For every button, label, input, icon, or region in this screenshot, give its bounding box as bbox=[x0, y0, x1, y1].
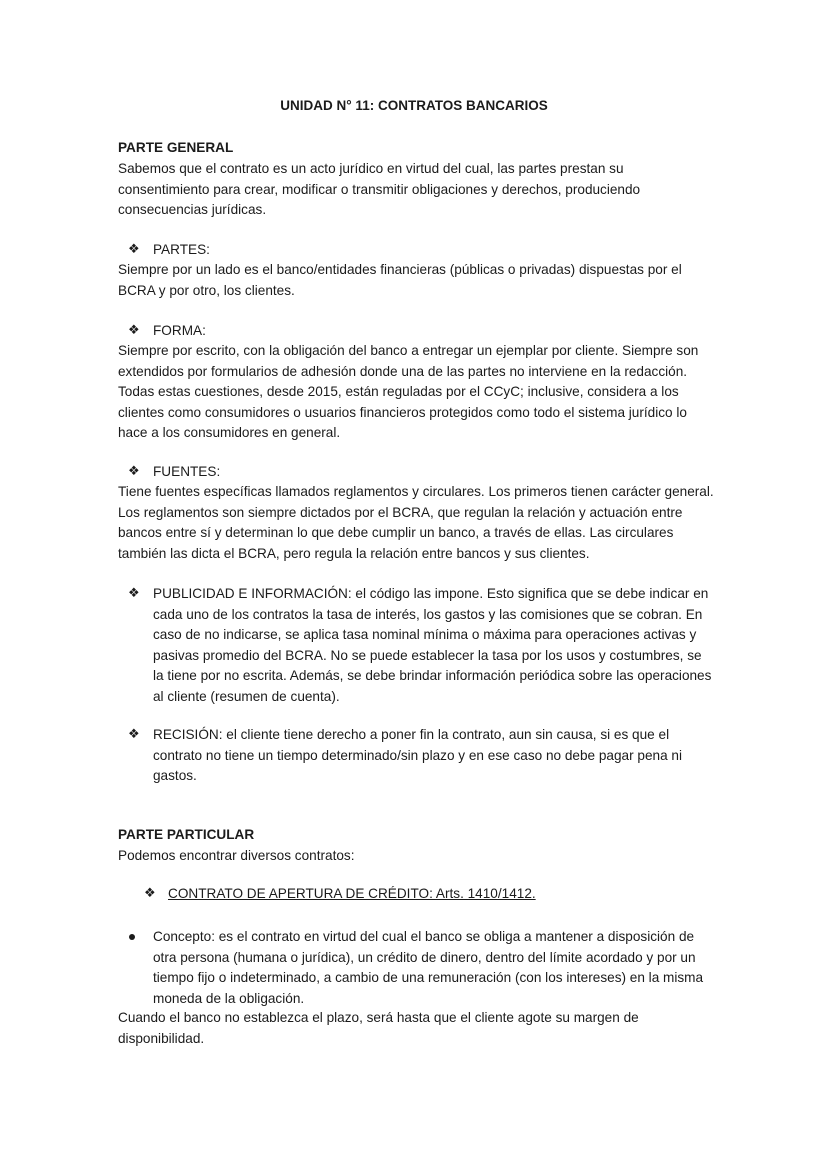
publicidad-paragraph: PUBLICIDAD E INFORMACIÓN: el código las impone. Esto significa que se debe indicar en cada uno de los contratos la tasa de interés, los gastos y las comisiones que se cobran. En caso de no indicarse, se aplica tasa nominal mínima o máxima para operaciones activas y pasivas promedio del BCRA. No se puede establecer la tasa por los usos y costumbres, se la tiene por no escrita. Además, se debe brindar información periódica sobre las operaciones al cliente (resumen de cuenta). bbox=[153, 586, 712, 704]
plazo-paragraph: Cuando el banco no establezca el plazo, será hasta que el cliente agote su margen de disponibilidad. bbox=[118, 1010, 639, 1046]
parte-particular-intro: Podemos encontrar diversos contratos: bbox=[118, 848, 355, 863]
diamond-bullet-icon: ❖ bbox=[128, 586, 140, 601]
forma-label: FORMA: bbox=[153, 323, 206, 338]
recision-paragraph: RECISIÓN: el cliente tiene derecho a poner fin la contrato, aun sin causa, si es que el contrato no tiene un tiempo determinado/sin plazo y en ese caso no debe pagar pena ni gastos. bbox=[153, 727, 683, 783]
partes-label: PARTES: bbox=[153, 242, 210, 257]
diamond-bullet-icon: ❖ bbox=[128, 242, 140, 257]
intro-paragraph: Sabemos que el contrato es un acto jurídico en virtud del cual, las partes prestan su consentimiento para crear, modificar o transmitir obligaciones y derechos, produciendo consecuencias jurídicas. bbox=[118, 161, 641, 217]
diamond-bullet-icon: ❖ bbox=[128, 727, 140, 742]
fuentes-paragraph: Tiene fuentes específicas llamados reglamentos y circulares. Los primeros tienen carácter general. Los reglamentos son siempre dictados por el BCRA, que regulan la relación y actuación entre bancos entre sí y determinan lo que debe cumplir un banco, a través de ellas. Las circulares también las dicta el BCRA, pero regula la relación entre bancos y sus clientes. bbox=[118, 484, 714, 561]
section-heading-parte-general: PARTE GENERAL bbox=[118, 140, 234, 155]
diamond-bullet-icon: ❖ bbox=[128, 464, 140, 479]
page-title: UNIDAD N° 11: CONTRATOS BANCARIOS bbox=[280, 98, 548, 113]
concepto-paragraph: Concepto: es el contrato en virtud del cual el banco se obliga a mantener a disposición de otra persona (humana o jurídica), un crédito de dinero, dentro del límite acordado y por un tiempo fijo o indeterminado, a cambio de una remuneración (con los intereses) en la misma moneda de la obligación. bbox=[153, 929, 704, 1006]
fuentes-label: FUENTES: bbox=[153, 464, 221, 479]
round-bullet-icon bbox=[129, 934, 135, 940]
contrato-apertura-credito-heading: CONTRATO DE APERTURA DE CRÉDITO: Arts. 1410/1412. bbox=[168, 886, 536, 901]
diamond-bullet-icon: ❖ bbox=[128, 323, 140, 338]
section-heading-parte-particular: PARTE PARTICULAR bbox=[118, 827, 255, 842]
partes-paragraph: Siempre por un lado es el banco/entidades financieras (públicas o privadas) dispuestas por el BCRA y por otro, los clientes. bbox=[118, 262, 682, 298]
forma-paragraph: Siempre por escrito, con la obligación del banco a entregar un ejemplar por cliente. Siempre son extendidos por formularios de adhesión donde una de las partes no interviene en la redacción. Todas estas cuestiones, desde 2015, están reguladas por el CCyC; inclusive, considera a los clientes como consumidores o usuarios financieros protegidos como todo el sistema jurídico lo hace a los consumidores en general. bbox=[118, 343, 699, 440]
diamond-bullet-icon: ❖ bbox=[144, 886, 156, 901]
